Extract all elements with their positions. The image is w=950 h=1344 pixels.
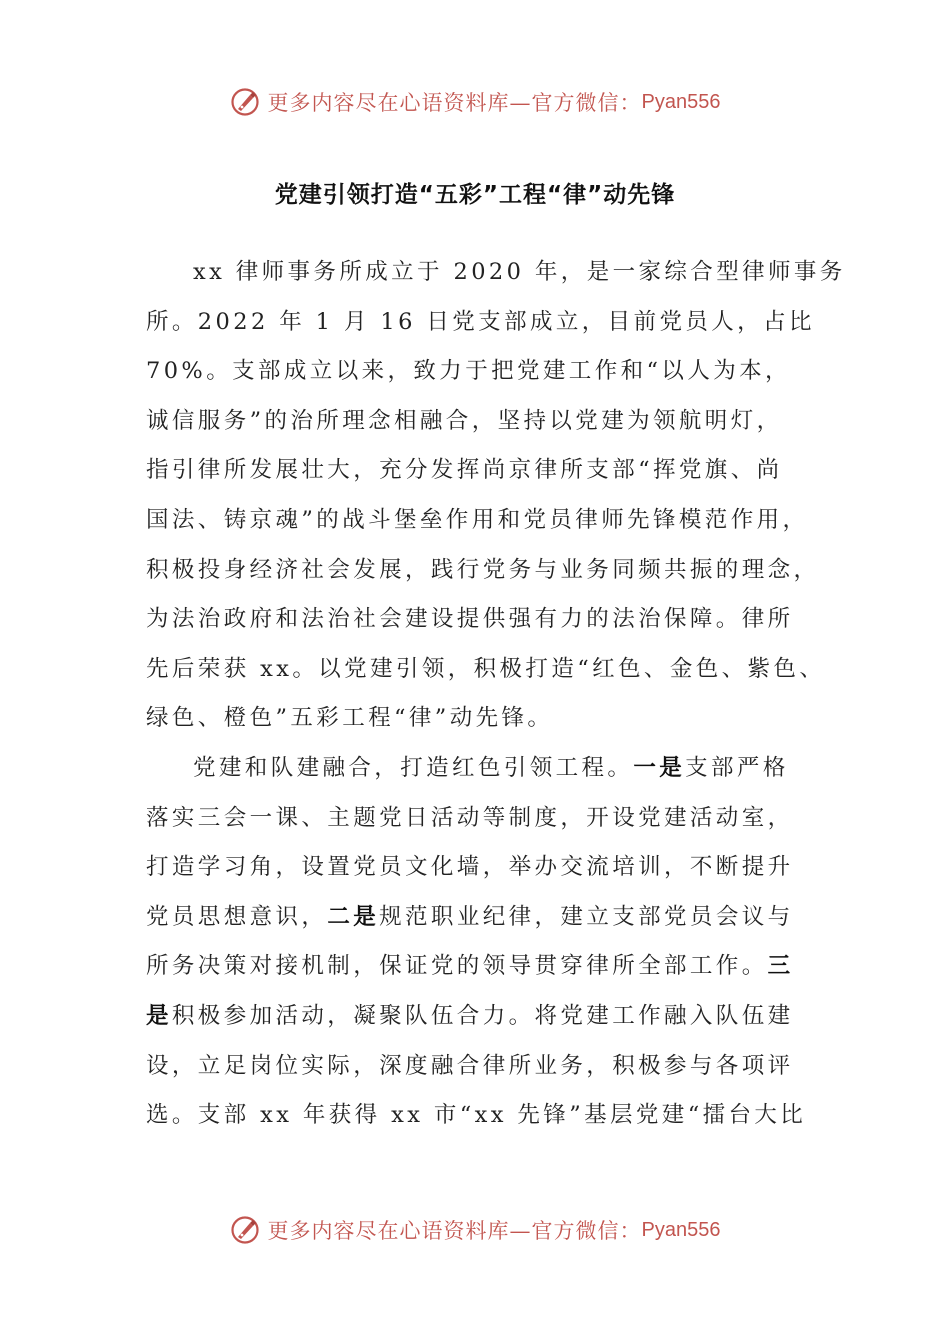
paragraph-line: 设，立足岗位实际，深度融合律所业务，积极参与各项评 bbox=[146, 1052, 794, 1079]
paragraph-line bbox=[146, 992, 808, 1042]
header-banner bbox=[0, 82, 950, 122]
emphasis-run: 二是 bbox=[327, 903, 380, 930]
paragraph-line bbox=[146, 893, 808, 943]
text-run: 积极参加活动，凝聚队伍合力。将党建工作融入队伍建 bbox=[171, 1002, 794, 1029]
paragraph-line: 所。2022 年 1 月 16 日党支部成立，目前党员人，占比 bbox=[146, 308, 815, 335]
paragraph-line: 诚信服务”的治所理念相融合，坚持以党建为领航明灯， bbox=[146, 407, 783, 434]
paragraph-line: 绿色、橙色”五彩工程“律”动先锋。 bbox=[146, 705, 554, 732]
footer-banner-text: 更多内容尽在心语资料库—官方微信： bbox=[267, 1219, 642, 1243]
emphasis-run: 三 bbox=[767, 953, 794, 980]
paragraph-line bbox=[146, 744, 808, 794]
paragraph-line: 70%。支部成立以来，致力于把党建工作和“以人为本， bbox=[146, 358, 791, 385]
footer-wechat-id: Pyan556 bbox=[641, 1218, 721, 1241]
document-body bbox=[146, 248, 846, 1141]
paragraph-line: 积极投身经济社会发展，践行党务与业务同频共振的理念， bbox=[146, 556, 820, 583]
paragraph-line: 为法治政府和法治社会建设提供强有力的法治保障。律所 bbox=[146, 606, 794, 633]
pen-nib-logo-icon bbox=[230, 1215, 260, 1245]
text-run: 党建和队建融合，打造红色引领工程。 bbox=[193, 754, 634, 781]
pen-nib-logo-icon bbox=[230, 87, 260, 117]
text-run: 支部严格 bbox=[685, 754, 789, 781]
paragraph-line: 指引律所发展壮大，充分发挥尚京律所支部“挥党旗、尚 bbox=[146, 457, 783, 484]
paragraph-2 bbox=[146, 744, 808, 1141]
paragraph-line: 先后荣获 xx。以党建引领，积极打造“红色、金色、紫色、 bbox=[146, 655, 826, 682]
paragraph-line: 打造学习角，设置党员文化墙，举办交流培训，不断提升 bbox=[146, 854, 794, 881]
text-run: 党员思想意识， bbox=[146, 903, 328, 930]
paragraph-1 bbox=[146, 248, 846, 744]
paragraph-line: xx 律师事务所成立于 2020 年，是一家综合型律师事务 bbox=[193, 259, 846, 285]
paragraph-line bbox=[146, 942, 808, 992]
paragraph-line: 国法、铸京魂”的战斗堡垒作用和党员律师先锋模范作用， bbox=[146, 506, 809, 533]
header-banner-text: 更多内容尽在心语资料库—官方微信： bbox=[267, 91, 642, 115]
emphasis-run: 一是 bbox=[633, 754, 686, 781]
emphasis-run: 是 bbox=[146, 1002, 172, 1029]
paragraph-line: 落实三会一课、主题党日活动等制度，开设党建活动室， bbox=[146, 804, 794, 831]
document-title: 党建引领打造“五彩”工程“律”动先锋 bbox=[274, 182, 676, 208]
footer-banner bbox=[0, 1210, 950, 1250]
text-run: 所务决策对接机制，保证党的领导贯穿律所全部工作。 bbox=[146, 953, 768, 980]
text-run: 规范职业纪律，建立支部党员会议与 bbox=[379, 903, 794, 930]
paragraph-line: 选。支部 xx 年获得 xx 市“xx 先锋”基层党建“擂台大比 bbox=[146, 1102, 807, 1129]
header-wechat-id: Pyan556 bbox=[641, 90, 721, 113]
